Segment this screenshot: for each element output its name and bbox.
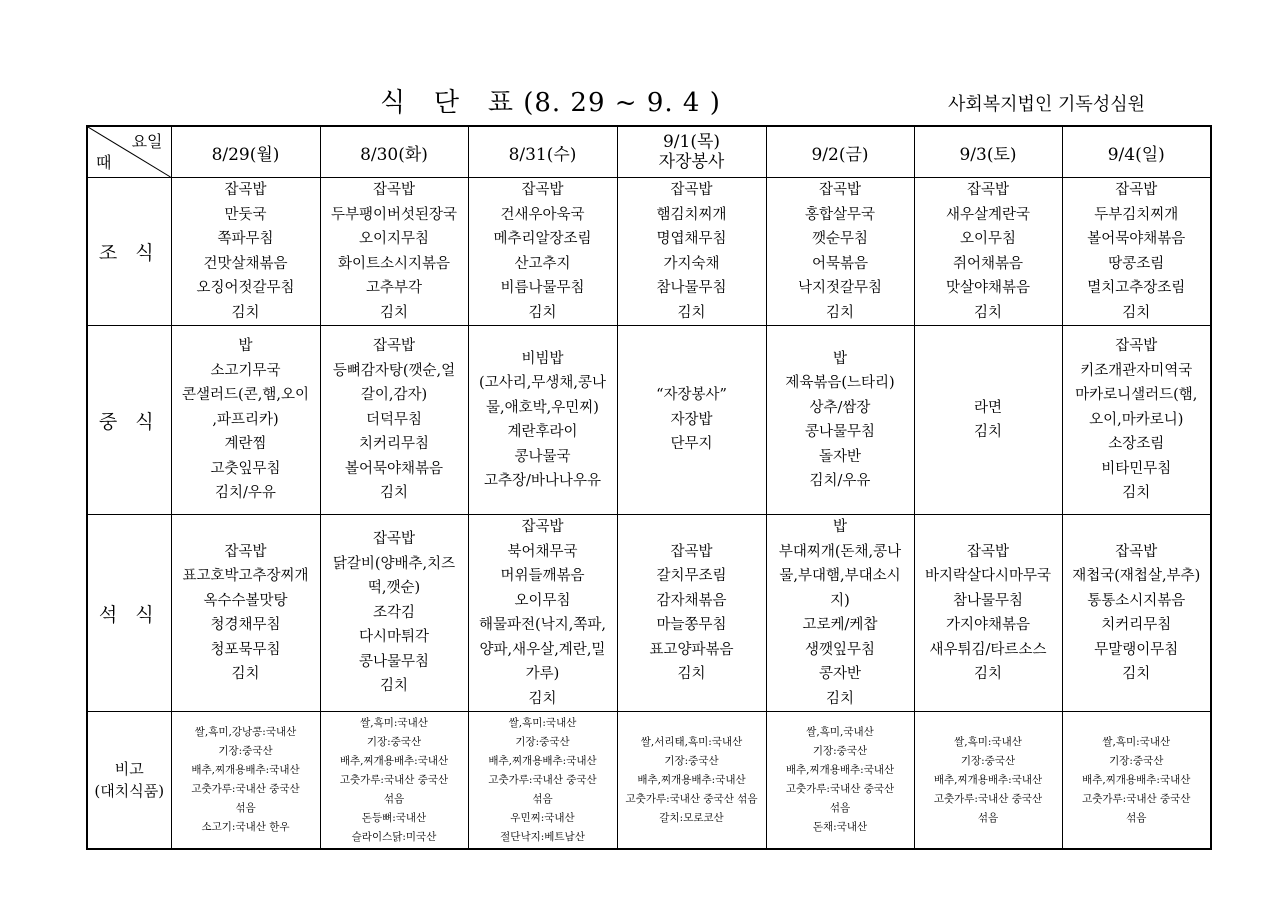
day-header: 9/1(목) 자장봉사 xyxy=(617,126,766,178)
lunch-row xyxy=(87,326,1211,515)
menu-cell xyxy=(914,178,1062,326)
menu-cell xyxy=(171,515,320,712)
menu-item: 잡곡밥 xyxy=(818,182,862,198)
weekly-menu-table xyxy=(86,125,1212,850)
menu-cell xyxy=(1062,178,1211,326)
menu-cell xyxy=(766,178,914,326)
menu-cell xyxy=(617,326,766,515)
menu-item: 김치 xyxy=(231,304,260,321)
menu-item: 표고호박고추장찌개 xyxy=(182,568,309,584)
origin-note: 기장:중국산 xyxy=(366,735,422,748)
menu-item: 김치 xyxy=(528,304,557,321)
meal-label: 조 식 xyxy=(87,178,171,326)
menu-item: 잡곡밥 xyxy=(372,182,416,198)
menu-item: 물,부대햄,부대소시 xyxy=(779,568,901,584)
menu-item: 홍합살무국 xyxy=(804,206,876,223)
menu-item: 지) xyxy=(830,592,850,609)
origin-note-cell xyxy=(320,712,468,850)
origin-note: 고춧가루:국내산 중국산 섞음 xyxy=(625,792,758,805)
menu-cell xyxy=(468,178,617,326)
origin-note: 섞음 xyxy=(383,792,405,805)
origin-note: 기장:중국산 xyxy=(218,745,273,757)
origin-note: 배추,찌개용배추:국내산 xyxy=(1082,773,1191,786)
origin-note: 절단낙지:베트남산 xyxy=(500,830,585,843)
menu-item: 오징어젓갈무침 xyxy=(196,280,295,296)
menu-item: 청경채무침 xyxy=(210,617,281,633)
menu-cell xyxy=(914,326,1062,515)
origin-note: 갈치:모로코산 xyxy=(659,811,724,824)
menu-item: 부대찌개(돈채,콩나 xyxy=(778,543,902,560)
menu-cell xyxy=(617,178,766,326)
day-subtitle: 자장봉사 xyxy=(658,152,725,172)
origin-note: 섞음 xyxy=(977,811,999,824)
menu-cell xyxy=(320,515,468,712)
origin-note: 고춧가루:국내산 중국산 xyxy=(1082,792,1191,805)
menu-item: 잡곡밥 xyxy=(224,543,267,560)
menu-item: 참나물무침 xyxy=(656,280,727,296)
origin-note-cell xyxy=(766,712,914,850)
origin-note: 고춧가루:국내산 중국산 xyxy=(785,783,895,795)
menu-item: 쪽파무침 xyxy=(217,231,274,247)
menu-item: 김치 xyxy=(825,690,854,707)
notes-label: 비고 (대치식품) xyxy=(87,712,171,850)
origin-note: 섞음 xyxy=(829,802,851,814)
menu-item: 더덕무침 xyxy=(365,411,423,428)
menu-item: 잡곡밥 xyxy=(521,519,564,535)
menu-item: 김치 xyxy=(677,304,706,321)
menu-item: 청포묵무침 xyxy=(210,641,281,658)
menu-cell xyxy=(468,515,617,712)
menu-item: 깻순무침 xyxy=(811,231,869,247)
menu-cell xyxy=(617,515,766,712)
menu-item: 고추부각 xyxy=(365,280,423,296)
origin-note: 돈등뼈:국내산 xyxy=(361,811,427,824)
menu-item: 가루) xyxy=(525,666,560,682)
menu-item: 김치 xyxy=(528,690,557,707)
menu-item: 잡곡밥 xyxy=(372,338,416,355)
menu-item: 콘샐러드(콘,햄,오이 xyxy=(182,387,309,404)
menu-item: 김치 xyxy=(677,666,706,682)
menu-item: 생깻잎무침 xyxy=(804,641,876,658)
breakfast-row xyxy=(87,178,1211,326)
menu-item: 화이트소시지볶음 xyxy=(337,255,451,272)
menu-item: 밥 xyxy=(832,519,847,535)
menu-item: 메추리알장조림 xyxy=(493,231,592,247)
menu-item: 머위들깨볶음 xyxy=(500,568,585,584)
origin-note: 배추,찌개용배추:국내산 xyxy=(488,754,597,767)
menu-item: 해물파전(낙지,쪽파, xyxy=(479,617,606,633)
menu-cell xyxy=(320,178,468,326)
menu-item: 잡곡밥 xyxy=(966,182,1010,198)
menu-item: 가지숙채 xyxy=(663,255,720,272)
menu-item: 제육볶음(느타리) xyxy=(785,375,895,391)
origin-note-cell xyxy=(171,712,320,850)
origin-note: 배추,찌개용배추:국내산 xyxy=(785,764,895,776)
organization-name: 사회복지법인 기독성심원 xyxy=(948,94,1145,115)
menu-item: 갈이,감자) xyxy=(360,387,428,404)
menu-item: “자장봉사” xyxy=(656,387,727,404)
menu-item: 잡곡밥 xyxy=(670,543,713,560)
menu-item: 쥐어채볶음 xyxy=(952,255,1024,272)
menu-item: 김치 xyxy=(973,666,1002,682)
origin-note: 쌀,흑미:국내산 xyxy=(954,735,1022,748)
menu-item: 소고기무국 xyxy=(210,362,281,379)
menu-item: 다시마튀각 xyxy=(358,629,430,646)
menu-item: 오이무침 xyxy=(959,231,1017,247)
menu-item: 낙지젓갈무침 xyxy=(797,280,883,296)
menu-item: 김치 xyxy=(1122,666,1151,682)
menu-item: 옥수수볼맛탕 xyxy=(203,592,288,609)
menu-item: 가지야채볶음 xyxy=(945,617,1031,633)
menu-cell xyxy=(1062,326,1211,515)
menu-item: 산고추지 xyxy=(514,255,571,272)
origin-note: 쌀,흑미:국내산 xyxy=(508,716,577,729)
menu-item: 바지락살다시마무국 xyxy=(924,568,1052,584)
menu-item: 어묵볶음 xyxy=(811,255,869,272)
menu-item: 자장밥 xyxy=(670,411,713,428)
origin-note: 배추,찌개용배추:국내산 xyxy=(191,764,300,776)
day-header: 9/3(토) xyxy=(914,126,1062,178)
origin-note: 쌀,흑미:국내산 xyxy=(360,716,428,729)
origin-note: 배추,찌개용배추:국내산 xyxy=(637,773,746,786)
menu-item: 햄김치찌개 xyxy=(656,206,727,223)
origin-note: 기장:중국산 xyxy=(812,745,868,757)
menu-item: 떡,깻순) xyxy=(367,580,421,597)
menu-item: 치커리무침 xyxy=(1101,617,1172,633)
menu-item: 라면 xyxy=(973,399,1002,416)
menu-item: 잡곡밥 xyxy=(1115,338,1158,355)
menu-item: 잡곡밥 xyxy=(372,531,416,548)
menu-cell xyxy=(766,326,914,515)
menu-item: 비름나물무침 xyxy=(500,280,585,296)
menu-item: 오이지무침 xyxy=(358,231,430,247)
origin-note: 쌀,흑미:국내산 xyxy=(1102,735,1171,748)
menu-item: 김치 xyxy=(379,678,408,695)
menu-item: 잡곡밥 xyxy=(224,182,267,198)
menu-item: 김치 xyxy=(825,304,854,321)
menu-item: 콩나물국 xyxy=(514,448,571,465)
menu-item: 밥 xyxy=(832,350,847,367)
origin-note: 섞음 xyxy=(532,792,553,805)
menu-item: 명엽채무침 xyxy=(656,231,727,247)
origin-note: 슬라이스닭:미국산 xyxy=(351,830,437,843)
menu-item: 볼어묵야채볶음 xyxy=(1087,231,1186,247)
menu-item: 오이무침 xyxy=(514,592,571,609)
menu-item: 마늘쫑무침 xyxy=(656,617,727,633)
menu-item: 밥 xyxy=(238,338,253,355)
menu-item: 재첩국(재첩살,부추) xyxy=(1072,568,1201,584)
day-header: 9/4(일) xyxy=(1062,126,1211,178)
menu-item: 김치 xyxy=(379,485,408,502)
menu-item: 고춧잎무침 xyxy=(210,460,281,477)
menu-item: 김치/우유 xyxy=(809,473,871,489)
menu-item: 김치/우유 xyxy=(215,485,276,502)
menu-cell xyxy=(171,178,320,326)
origin-note-cell xyxy=(914,712,1062,850)
menu-cell xyxy=(468,326,617,515)
menu-item: 두부팽이버섯된장국 xyxy=(330,206,458,223)
menu-item: 표고양파볶음 xyxy=(649,641,734,658)
origin-note: 고춧가루:국내산 중국산 xyxy=(933,792,1043,805)
menu-item: ,파프리카) xyxy=(212,411,279,428)
menu-item: 잡곡밥 xyxy=(521,182,564,198)
menu-cell xyxy=(766,515,914,712)
day-header: 8/31(수) xyxy=(468,126,617,178)
menu-item: 참나물무침 xyxy=(952,592,1024,609)
menu-item: 돌자반 xyxy=(818,448,862,465)
notes-row xyxy=(87,712,1211,850)
menu-item: 닭갈비(양배추,치즈 xyxy=(332,555,456,572)
meal-label: 석 식 xyxy=(87,515,171,712)
origin-note: 고춧가루:국내산 중국산 xyxy=(339,773,449,786)
menu-item: 볼어묵야채볶음 xyxy=(344,460,444,477)
origin-note: 배추,찌개용배추:국내산 xyxy=(933,773,1043,786)
origin-note: 섞음 xyxy=(1126,811,1147,824)
menu-item: 김치 xyxy=(231,666,260,682)
menu-item: 김치 xyxy=(1122,485,1151,502)
menu-item: 계란후라이 xyxy=(507,424,578,440)
menu-item: 통통소시지볶음 xyxy=(1087,592,1186,609)
menu-item: 고로케/케찹 xyxy=(802,617,878,633)
menu-item: 땅콩조림 xyxy=(1108,255,1165,272)
menu-item: 새우튀김/타르소스 xyxy=(929,641,1047,658)
day-header: 9/2(금) xyxy=(766,126,914,178)
origin-note: 돈채:국내산 xyxy=(812,821,868,833)
meal-axis-label: 때 xyxy=(96,153,112,172)
menu-item: 소장조림 xyxy=(1108,436,1165,453)
menu-item: 잡곡밥 xyxy=(1115,543,1158,560)
menu-item: 마카로니샐러드(햄, xyxy=(1075,387,1198,404)
origin-note: 쌀,서리태,흑미:국내산 xyxy=(640,735,743,748)
menu-cell xyxy=(171,326,320,515)
meal-label: 중 식 xyxy=(87,326,171,515)
origin-note: 쌀,흑미,강낭콩:국내산 xyxy=(194,726,297,738)
origin-note: 쌀,흑미,국내산 xyxy=(806,726,874,738)
origin-note-cell xyxy=(617,712,766,850)
origin-note: 우민찌:국내산 xyxy=(510,811,575,824)
menu-item: 치커리무침 xyxy=(358,436,430,453)
menu-item: 물,애호박,우민찌) xyxy=(486,399,599,416)
menu-item: 감자채볶음 xyxy=(656,592,727,609)
menu-item: 잡곡밥 xyxy=(966,543,1010,560)
menu-item: 새우살계란국 xyxy=(945,206,1031,223)
menu-item: 북어채무국 xyxy=(507,543,578,560)
menu-item: 멸치고추장조림 xyxy=(1087,280,1186,296)
menu-item: 김치 xyxy=(973,304,1002,321)
day-header: 8/30(화) xyxy=(320,126,468,178)
menu-item: 김치 xyxy=(379,304,408,321)
origin-note: 섞음 xyxy=(235,802,256,814)
menu-item: 건새우아욱국 xyxy=(500,206,585,223)
origin-note-cell xyxy=(1062,712,1211,850)
menu-item: 조각김 xyxy=(372,604,416,621)
menu-item: 비빔밥 xyxy=(521,350,564,367)
menu-cell xyxy=(320,326,468,515)
menu-item: 잡곡밥 xyxy=(670,182,713,198)
menu-item: 무말랭이무침 xyxy=(1094,641,1179,658)
menu-item: 갈치무조림 xyxy=(656,568,727,584)
menu-cell xyxy=(914,515,1062,712)
menu-item: 두부김치찌개 xyxy=(1094,206,1179,223)
menu-item: 잡곡밥 xyxy=(1115,182,1158,198)
menu-item: 단무지 xyxy=(670,436,713,453)
origin-note: 소고기:국내산 한우 xyxy=(201,821,290,833)
menu-item: 김치 xyxy=(1122,304,1151,321)
dinner-row xyxy=(87,515,1211,712)
origin-note-cell xyxy=(468,712,617,850)
day-header: 8/29(월) xyxy=(171,126,320,178)
origin-note: 고춧가루:국내산 중국산 xyxy=(488,773,597,786)
origin-note: 고춧가루:국내산 중국산 xyxy=(191,783,300,795)
menu-item: 비타민무침 xyxy=(1101,460,1172,477)
menu-item: 건맛살채볶음 xyxy=(203,255,288,272)
menu-item: 키조개관자미역국 xyxy=(1080,362,1193,379)
header-row xyxy=(87,126,1211,178)
origin-note: 기장:중국산 xyxy=(960,754,1016,767)
menu-item: 고추장/바나나우유 xyxy=(484,473,601,489)
origin-note: 기장:중국산 xyxy=(1109,754,1164,767)
menu-item: (고사리,무생채,콩나 xyxy=(479,375,606,391)
origin-note: 기장:중국산 xyxy=(664,754,719,767)
menu-title: 식 단 표 (8. 29 ~ 9. 4 ) xyxy=(380,88,721,118)
corner-cell xyxy=(87,126,171,178)
menu-item: 오이,마카로니) xyxy=(1089,411,1184,428)
origin-note: 배추,찌개용배추:국내산 xyxy=(339,754,449,767)
origin-note: 기장:중국산 xyxy=(515,735,570,748)
menu-item: 콩나물무침 xyxy=(358,653,430,670)
menu-item: 계란찜 xyxy=(224,436,267,453)
menu-item: 등뼈감자탕(깻순,얼 xyxy=(332,362,456,379)
menu-item: 맛살야채볶음 xyxy=(945,280,1031,296)
menu-item: 콩나물무침 xyxy=(804,424,876,440)
menu-item: 콩자반 xyxy=(818,666,862,682)
menu-item: 만둣국 xyxy=(224,206,267,223)
menu-item: 양파,새우살,계란,밀 xyxy=(479,641,606,658)
menu-cell xyxy=(1062,515,1211,712)
menu-item: 상추/쌈장 xyxy=(809,399,871,416)
menu-item: 김치 xyxy=(973,424,1002,440)
day-axis-label: 요일 xyxy=(131,132,163,151)
